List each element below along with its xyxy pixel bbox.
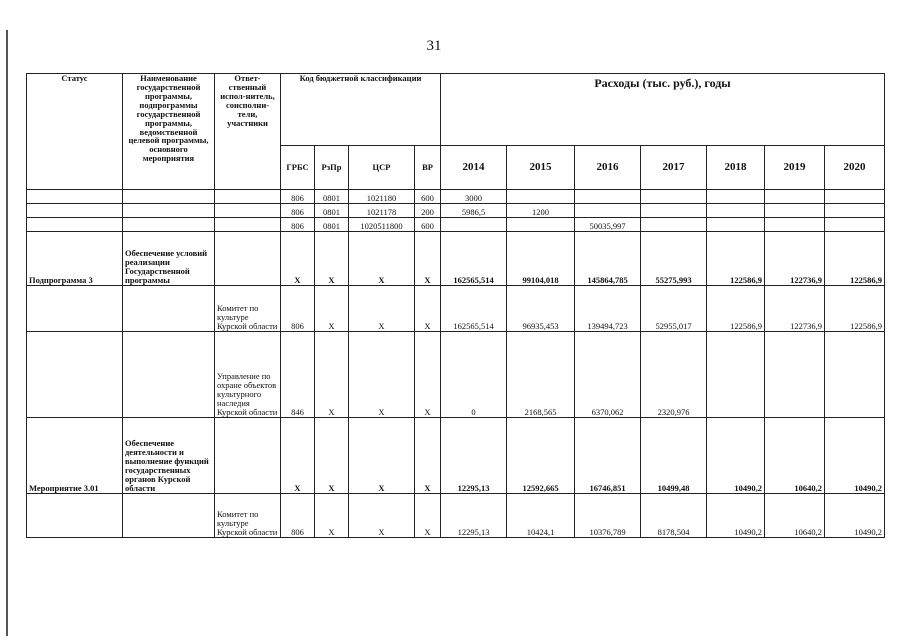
cell-grbs: 806 — [281, 494, 315, 538]
cell-name — [123, 190, 215, 204]
cell-value-2016: 6370,062 — [575, 332, 641, 418]
cell-status — [27, 494, 123, 538]
header-executor: Ответ-ственный испол-нитель, соисполни-тели, участники — [215, 74, 281, 190]
cell-value-2019: 10640,2 — [765, 494, 825, 538]
cell-status — [27, 286, 123, 332]
cell-value-2014: 0 — [441, 332, 507, 418]
table-row — [27, 190, 885, 204]
cell-value-2017 — [641, 218, 707, 232]
cell-value-2018: 10490,2 — [707, 418, 765, 494]
header-name: Наименование государственной программы, подпрограммы государственной программы, ведомственной целевой программы, основного мероприятия — [123, 74, 215, 190]
table-row — [27, 204, 885, 218]
cell-value-2017: 8178,504 — [641, 494, 707, 538]
cell-value-2018 — [707, 204, 765, 218]
cell-value-2020: 10490,2 — [825, 494, 885, 538]
cell-value-2018: 122586,9 — [707, 286, 765, 332]
header-year-2020: 2020 — [825, 146, 885, 190]
cell-value-2016 — [575, 204, 641, 218]
header-code-grbs: ГРБС — [281, 146, 315, 190]
cell-name: Обеспечение условий реализации Государственной программы — [123, 232, 215, 286]
header-code-rzpr: РзПр — [315, 146, 349, 190]
cell-value-2019 — [765, 204, 825, 218]
cell-csr: 1021178 — [349, 204, 415, 218]
cell-csr: Х — [349, 418, 415, 494]
cell-rzpr: Х — [315, 494, 349, 538]
header-year-2017: 2017 — [641, 146, 707, 190]
cell-status — [27, 218, 123, 232]
cell-value-2017: 52955,017 — [641, 286, 707, 332]
cell-executor: Комитет по культуре Курской области — [215, 286, 281, 332]
header-expenses: Расходы (тыс. руб.), годы — [441, 74, 885, 146]
cell-vr: Х — [415, 418, 441, 494]
cell-csr: Х — [349, 494, 415, 538]
cell-value-2014: 3000 — [441, 190, 507, 204]
cell-executor — [215, 418, 281, 494]
cell-value-2014: 5986,5 — [441, 204, 507, 218]
cell-value-2019: 122736,9 — [765, 286, 825, 332]
cell-grbs: Х — [281, 418, 315, 494]
cell-grbs: 806 — [281, 204, 315, 218]
cell-rzpr: 0801 — [315, 190, 349, 204]
cell-value-2014: 12295,13 — [441, 418, 507, 494]
table-row — [27, 286, 885, 332]
cell-value-2016 — [575, 190, 641, 204]
cell-executor — [215, 204, 281, 218]
cell-value-2020 — [825, 218, 885, 232]
cell-csr: 1020511800 — [349, 218, 415, 232]
cell-grbs: 806 — [281, 190, 315, 204]
cell-value-2020 — [825, 190, 885, 204]
scan-edge-line — [6, 30, 8, 636]
cell-value-2017: 2320,976 — [641, 332, 707, 418]
header-code-csr: ЦСР — [349, 146, 415, 190]
cell-name: Обеспечение деятельности и выполнение функций государственных органов Курской области — [123, 418, 215, 494]
cell-name — [123, 286, 215, 332]
cell-grbs: 846 — [281, 332, 315, 418]
header-budget-code: Код бюджетной классификации — [281, 74, 441, 146]
cell-grbs: Х — [281, 232, 315, 286]
cell-grbs: 806 — [281, 218, 315, 232]
cell-value-2014: 162565,514 — [441, 286, 507, 332]
cell-name — [123, 494, 215, 538]
cell-vr: 200 — [415, 204, 441, 218]
cell-value-2018: 10490,2 — [707, 494, 765, 538]
cell-value-2014 — [441, 218, 507, 232]
header-year-2016: 2016 — [575, 146, 641, 190]
budget-table-body — [27, 190, 885, 538]
cell-vr: Х — [415, 286, 441, 332]
cell-status — [27, 190, 123, 204]
cell-value-2015: 1200 — [507, 204, 575, 218]
cell-value-2015: 10424,1 — [507, 494, 575, 538]
cell-vr: Х — [415, 232, 441, 286]
cell-value-2017 — [641, 204, 707, 218]
cell-status — [27, 332, 123, 418]
cell-value-2019 — [765, 332, 825, 418]
cell-value-2014: 12295,13 — [441, 494, 507, 538]
header-code-vr: ВР — [415, 146, 441, 190]
cell-name — [123, 332, 215, 418]
page-number: 31 — [426, 38, 442, 54]
cell-rzpr: Х — [315, 232, 349, 286]
cell-value-2015 — [507, 190, 575, 204]
cell-value-2015: 99104,018 — [507, 232, 575, 286]
header-status: Статус — [27, 74, 123, 190]
cell-value-2018 — [707, 332, 765, 418]
cell-value-2020: 122586,9 — [825, 286, 885, 332]
cell-rzpr: 0801 — [315, 218, 349, 232]
cell-executor — [215, 190, 281, 204]
header-year-2018: 2018 — [707, 146, 765, 190]
cell-value-2015 — [507, 218, 575, 232]
cell-status — [27, 204, 123, 218]
cell-status: Мероприятие 3.01 — [27, 418, 123, 494]
cell-rzpr: 0801 — [315, 204, 349, 218]
cell-vr: 600 — [415, 218, 441, 232]
cell-value-2016: 50035,997 — [575, 218, 641, 232]
cell-value-2018 — [707, 218, 765, 232]
cell-executor — [215, 232, 281, 286]
cell-name — [123, 218, 215, 232]
cell-value-2020: 122586,9 — [825, 232, 885, 286]
cell-value-2019: 10640,2 — [765, 418, 825, 494]
cell-status: Подпрограмма 3 — [27, 232, 123, 286]
cell-csr: Х — [349, 332, 415, 418]
cell-executor: Комитет по культуре Курской области — [215, 494, 281, 538]
table-row — [27, 418, 885, 494]
cell-value-2020 — [825, 332, 885, 418]
cell-value-2019 — [765, 218, 825, 232]
cell-csr: Х — [349, 286, 415, 332]
cell-value-2015: 96935,453 — [507, 286, 575, 332]
cell-executor: Управление по охране объектов культурного наследия Курской области — [215, 332, 281, 418]
cell-value-2019 — [765, 190, 825, 204]
cell-rzpr: Х — [315, 332, 349, 418]
header-year-2014: 2014 — [441, 146, 507, 190]
cell-vr: Х — [415, 332, 441, 418]
cell-value-2018: 122586,9 — [707, 232, 765, 286]
cell-name — [123, 204, 215, 218]
cell-executor — [215, 218, 281, 232]
cell-value-2015: 2168,565 — [507, 332, 575, 418]
table-row — [27, 332, 885, 418]
cell-value-2018 — [707, 190, 765, 204]
cell-value-2020: 10490,2 — [825, 418, 885, 494]
header-year-2019: 2019 — [765, 146, 825, 190]
cell-value-2015: 12592,665 — [507, 418, 575, 494]
cell-value-2019: 122736,9 — [765, 232, 825, 286]
cell-value-2014: 162565,514 — [441, 232, 507, 286]
cell-grbs: 806 — [281, 286, 315, 332]
cell-value-2016: 10376,789 — [575, 494, 641, 538]
table-row — [27, 232, 885, 286]
cell-vr: 600 — [415, 190, 441, 204]
cell-csr: Х — [349, 232, 415, 286]
table-row — [27, 218, 885, 232]
table-row — [27, 494, 885, 538]
cell-vr: Х — [415, 494, 441, 538]
cell-rzpr: Х — [315, 418, 349, 494]
cell-csr: 1021180 — [349, 190, 415, 204]
cell-value-2016: 139494,723 — [575, 286, 641, 332]
cell-value-2016: 16746,851 — [575, 418, 641, 494]
cell-rzpr: Х — [315, 286, 349, 332]
cell-value-2017: 10499,48 — [641, 418, 707, 494]
budget-table — [26, 73, 885, 538]
cell-value-2016: 145864,785 — [575, 232, 641, 286]
cell-value-2017: 55275,993 — [641, 232, 707, 286]
header-year-2015: 2015 — [507, 146, 575, 190]
cell-value-2020 — [825, 204, 885, 218]
cell-value-2017 — [641, 190, 707, 204]
